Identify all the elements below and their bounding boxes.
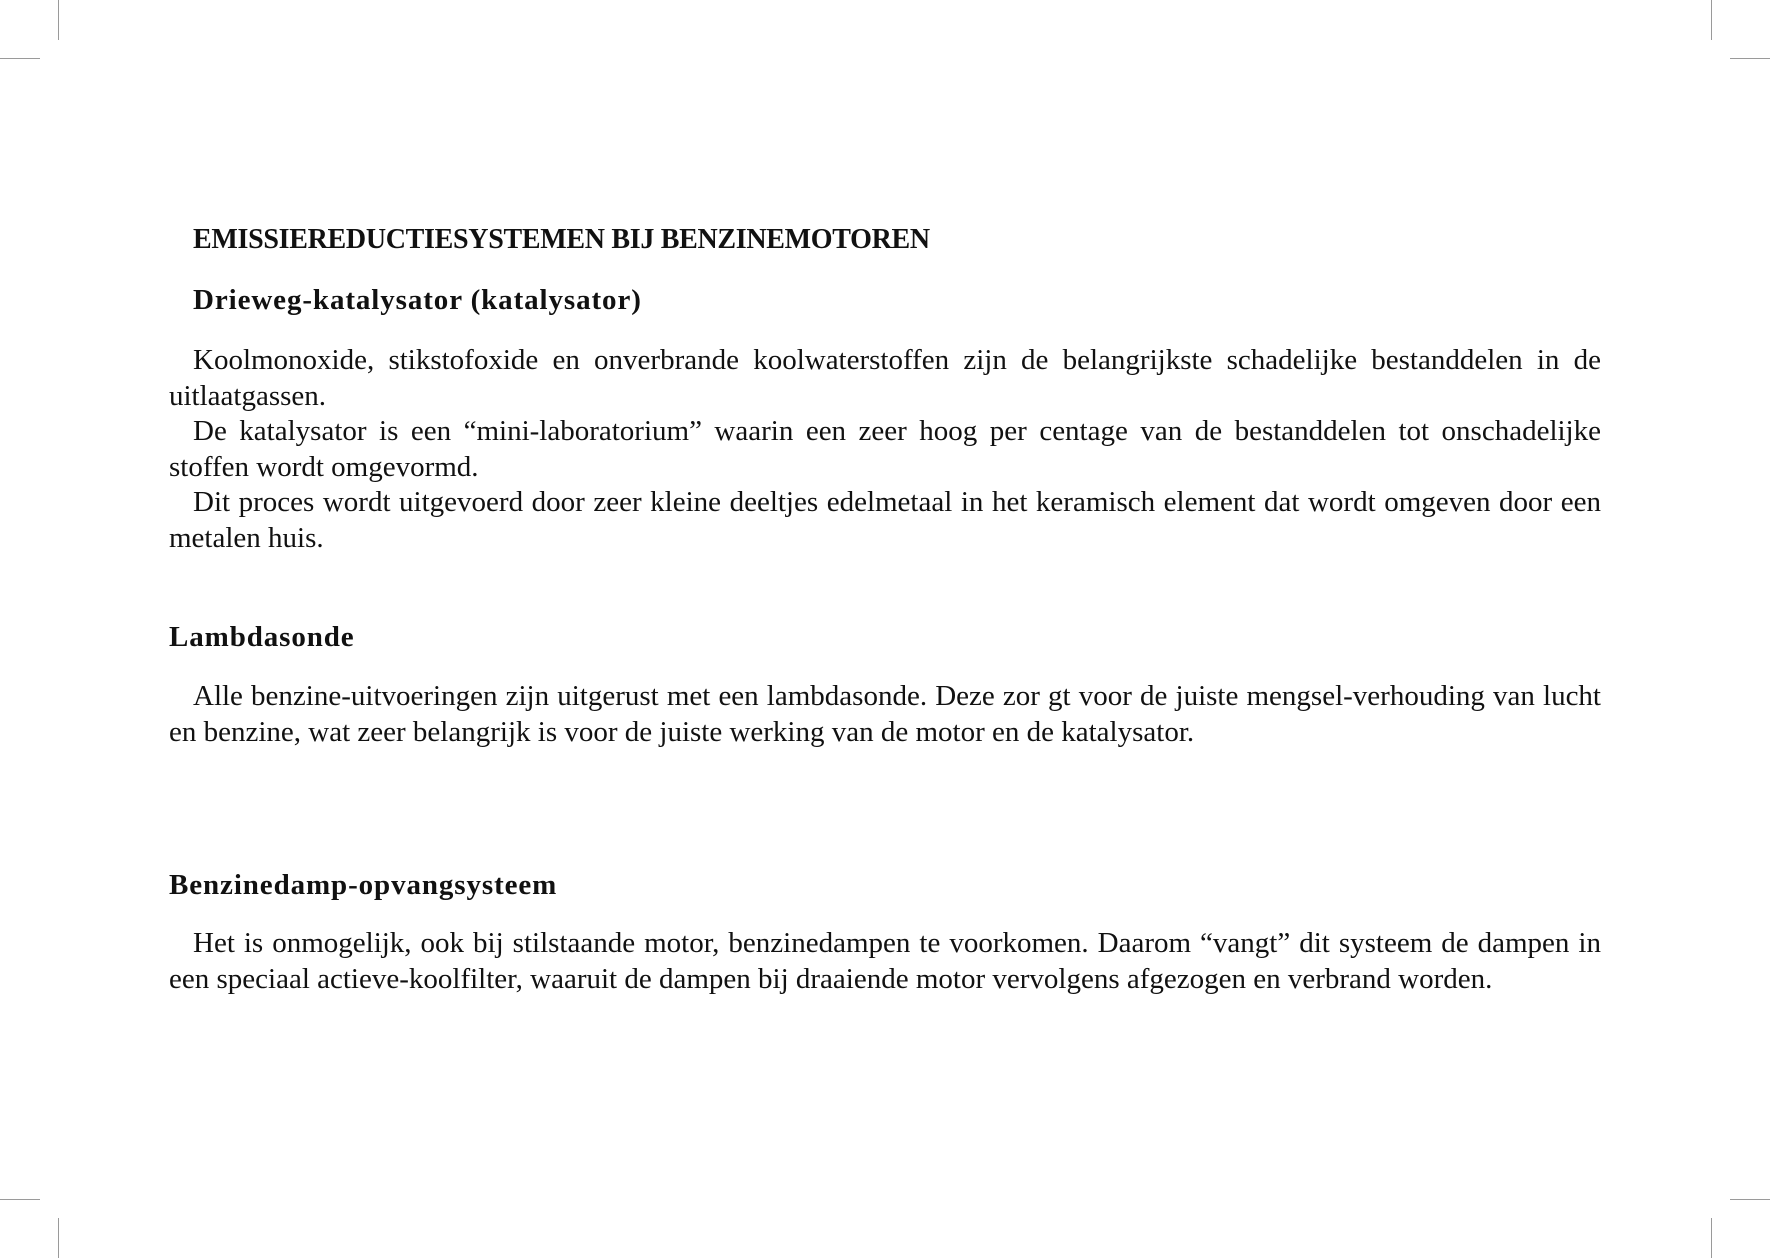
paragraph-edelmetaal: Dit proces wordt uitgevoerd door zeer kleine deeltjes edelmetaal in het keramisch element dat wordt omgeven door een metalen huis. bbox=[169, 486, 1601, 554]
crop-mark-top-left-vertical bbox=[58, 0, 59, 40]
crop-mark-top-right-horizontal bbox=[1730, 58, 1770, 59]
crop-mark-top-left-horizontal bbox=[0, 58, 40, 59]
paragraph-koolmonoxide: Koolmonoxide, stikstofoxide en onverbrande koolwaterstoffen zijn de belangrijkste schadelijke bestanddelen in de uitlaatgassen. bbox=[169, 344, 1601, 412]
crop-mark-top-right-vertical bbox=[1711, 0, 1712, 40]
crop-mark-bottom-left-vertical bbox=[58, 1218, 59, 1258]
crop-mark-bottom-left-horizontal bbox=[0, 1199, 40, 1200]
heading-lambdasonde: Lambdasonde bbox=[169, 621, 355, 653]
heading-drieweg-katalysator: Drieweg-katalysator (katalysator) bbox=[193, 284, 642, 316]
section-title: EMISSIEREDUCTIESYSTEMEN BIJ BENZINEMOTOREN bbox=[193, 224, 930, 255]
paragraph-benzinedamp: Het is onmogelijk, ook bij stilstaande motor, benzinedampen te voorkomen. Daarom “vangt” dit systeem de dampen in een speciaal actieve-koolfilter, waaruit de dampen bij draaiende motor vervolgens afgezogen en verbrand worden. bbox=[169, 927, 1601, 995]
crop-mark-bottom-right-vertical bbox=[1711, 1218, 1712, 1258]
crop-mark-bottom-right-horizontal bbox=[1730, 1199, 1770, 1200]
heading-benzinedamp-opvangsysteem: Benzinedamp-opvangsysteem bbox=[169, 869, 558, 901]
paragraph-katalysator-lab: De katalysator is een “mini-laboratorium” waarin een zeer hoog per centage van de bestanddelen tot onschadelijke stoffen wordt omgevormd. bbox=[169, 415, 1601, 483]
paragraph-lambdasonde: Alle benzine-uitvoeringen zijn uitgerust met een lambdasonde. Deze zor gt voor de juiste mengsel-verhouding van lucht en benzine, wat zeer belangrijk is voor de juiste werking van de motor en de katalysator. bbox=[169, 680, 1601, 748]
